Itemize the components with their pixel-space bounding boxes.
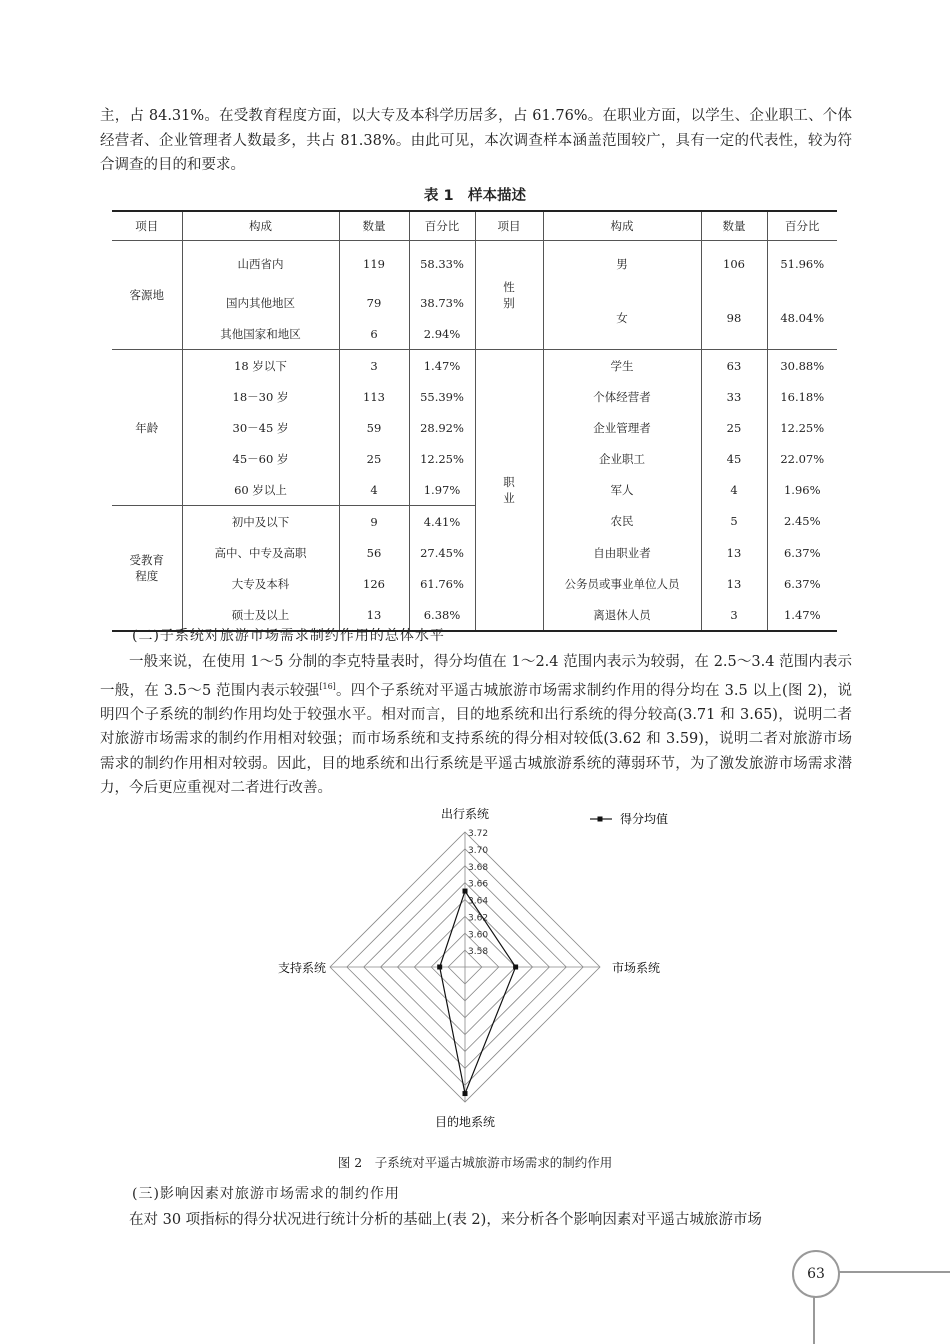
table-cell: 农民: [543, 506, 701, 538]
table-cell: 6: [339, 318, 409, 350]
header-cell: 数量: [701, 211, 767, 241]
table-cell: 企业管理者: [543, 412, 701, 443]
table-cell: 38.73%: [409, 287, 475, 318]
sample-table: [112, 210, 837, 632]
table-cell: 3: [339, 350, 409, 382]
radar-tick-label: 3.68: [468, 862, 489, 873]
table-cell: 106: [701, 241, 767, 288]
section2-heading: (二)子系统对旅游市场需求制约作用的总体水平: [132, 628, 445, 644]
radar-tick-label: 3.60: [468, 930, 489, 941]
group-label-edu-line1: 受教育: [129, 553, 164, 567]
section3-heading: (三)影响因素对旅游市场需求的制约作用: [132, 1186, 400, 1202]
intro-paragraph: 主，占 84.31%。在受教育程度方面，以大专及本科学历居多，占 61.76%。在职业方面，以学生、企业职工、个体经营者、企业管理者人数最多，共占 81.38%。由此可见，本次调查样本涵盖范围较广，具有一定的代表性，较为符合调查的目的和要求。: [100, 108, 852, 173]
table-cell: 55.39%: [409, 381, 475, 412]
table-cell: 1.47%: [409, 350, 475, 382]
table-cell: 58.33%: [409, 241, 475, 288]
header-cell: 项目: [475, 211, 543, 241]
radar-tick-label: 3.58: [468, 947, 489, 958]
table-cell: 60 岁以上: [182, 474, 339, 506]
table-cell: 30－45 岁: [182, 412, 339, 443]
group-label-gender-line2: 别: [503, 296, 515, 310]
table-row: [112, 241, 837, 288]
table-cell: 初中及以下: [182, 506, 339, 538]
table-cell: 2.45%: [767, 506, 837, 538]
table-cell: 4: [339, 474, 409, 506]
table-cell: 公务员或事业单位人员: [543, 568, 701, 599]
table-cell: 硕士及以上: [182, 599, 339, 631]
table-cell: 4: [701, 474, 767, 506]
table-row: [112, 506, 837, 538]
table-cell: 自由职业者: [543, 537, 701, 568]
page-corner-line-horizontal: [836, 1271, 950, 1273]
table-cell: 30.88%: [767, 350, 837, 382]
radar-tick-label: 3.66: [468, 879, 489, 890]
table-row: [112, 287, 837, 318]
table-cell: 6.37%: [767, 568, 837, 599]
table-cell: 企业职工: [543, 443, 701, 474]
table-cell: 个体经营者: [543, 381, 701, 412]
table-cell: 98: [701, 287, 767, 350]
header-cell: 百分比: [409, 211, 475, 241]
radar-tick-label: 3.62: [468, 913, 489, 924]
legend-label: 得分均值: [620, 812, 669, 826]
group-label-gender: [475, 241, 543, 350]
group-label-edu-line2: 程度: [135, 569, 159, 583]
table-header-row: [112, 211, 837, 241]
table-cell: 学生: [543, 350, 701, 382]
radar-tick-labels: [468, 829, 488, 957]
table-cell: 25: [701, 412, 767, 443]
group-label-gender-line1: 性: [503, 280, 515, 294]
table-cell: 2.94%: [409, 318, 475, 350]
header-cell: 数量: [339, 211, 409, 241]
radar-tick-label: 3.72: [468, 829, 489, 839]
section3-paragraph: 在对 30 项指标的得分状况进行统计分析的基础上(表 2)，来分析各个影响因素对平遥古城旅游市场: [129, 1212, 762, 1228]
table-cell: 13: [701, 568, 767, 599]
table-cell: 48.04%: [767, 287, 837, 350]
group-label-job-line2: 业: [503, 491, 515, 505]
table-cell: 126: [339, 568, 409, 599]
table-cell: 63: [701, 350, 767, 382]
table-cell: 45: [701, 443, 767, 474]
table-cell: 22.07%: [767, 443, 837, 474]
table-cell: 18－30 岁: [182, 381, 339, 412]
radar-point-1: [513, 965, 518, 970]
table-cell: 山西省内: [182, 241, 339, 288]
group-label-job: [475, 350, 543, 632]
table-cell: 1.96%: [767, 474, 837, 506]
table-cell: 12.25%: [409, 443, 475, 474]
table-cell: 离退休人员: [543, 599, 701, 631]
table-cell: 119: [339, 241, 409, 288]
table-cell: 国内其他地区: [182, 287, 339, 318]
table-cell: 79: [339, 287, 409, 318]
table-cell: 12.25%: [767, 412, 837, 443]
table-cell: 61.76%: [409, 568, 475, 599]
page-number: 63: [792, 1250, 840, 1298]
page-corner-line-vertical: [813, 1296, 815, 1344]
radar-grid: [330, 832, 600, 1102]
table-cell: 5: [701, 506, 767, 538]
table-cell: 25: [339, 443, 409, 474]
table-cell: 4.41%: [409, 506, 475, 538]
section2-text-a: 一般来说，在使用 1～5 分制的李克特量表时，得分均值在 1～2.4 范围内表示为较弱，在 2.5～3.4 范围内表示一般，在 3.5～5 范围内表示较强: [100, 654, 852, 699]
radar-tick-label: 3.70: [468, 845, 489, 856]
table-cell: 33: [701, 381, 767, 412]
section2-paragraph: [100, 650, 852, 801]
table-cell: 9: [339, 506, 409, 538]
table-cell: 1.47%: [767, 599, 837, 631]
citation-16: [16]: [319, 681, 336, 691]
table-cell: 56: [339, 537, 409, 568]
table-row: [112, 412, 837, 443]
header-cell: 构成: [543, 211, 701, 241]
header-cell: 构成: [182, 211, 339, 241]
table-caption: 表 1 样本描述: [423, 188, 527, 204]
figure-caption: 图 2 子系统对平遥古城旅游市场需求的制约作用: [337, 1155, 613, 1170]
table-cell: 高中、中专及高职: [182, 537, 339, 568]
table-row: [112, 474, 837, 506]
table-row: [112, 350, 837, 382]
header-cell: 百分比: [767, 211, 837, 241]
group-label-origin: 客源地: [129, 288, 164, 302]
section2-text-b: 。四个子系统对平遥古城旅游市场需求制约作用的得分均在 3.5 以上(图 2)，说明四个子系统的制约作用均处于较强水平。相对而言，目的地系统和出行系统的得分较高(3.71 和 3.65)，说明二者对旅游市场需求的制约作用相对较强；而市场系统和支持系统的得分相对较低(3.62 和 3.59)，说明二者对旅游市场需求的制约作用相对较弱。因此，目的地系统和出行系统是平遥古城旅游系统的薄弱环节，为了激发旅游市场需求潜力，今后更应重视对二者进行改善。: [100, 682, 852, 797]
table-cell: 13: [701, 537, 767, 568]
table-row: [112, 568, 837, 599]
table-cell: 18 岁以下: [182, 350, 339, 382]
axis-label-support: 支持系统: [277, 961, 326, 975]
group-label-age: 年龄: [112, 350, 182, 506]
radar-chart: [250, 800, 700, 1140]
table-cell: 27.45%: [409, 537, 475, 568]
table-cell: 45－60 岁: [182, 443, 339, 474]
table-cell: 女: [543, 287, 701, 350]
header-cell: 项目: [112, 211, 182, 241]
table-cell: 28.92%: [409, 412, 475, 443]
axis-label-market: 市场系统: [612, 961, 661, 975]
table-cell: 6.37%: [767, 537, 837, 568]
table-row: [112, 537, 837, 568]
table-row: [112, 443, 837, 474]
table-cell: 59: [339, 412, 409, 443]
group-label-edu: [112, 506, 182, 632]
radar-point-0: [463, 889, 468, 894]
table-cell: 13: [339, 599, 409, 631]
radar-point-2: [463, 1091, 468, 1096]
table-cell: 军人: [543, 474, 701, 506]
table-cell: 3: [701, 599, 767, 631]
legend-marker: [598, 817, 603, 822]
table-cell: 51.96%: [767, 241, 837, 288]
table-cell: 16.18%: [767, 381, 837, 412]
table-cell: 大专及本科: [182, 568, 339, 599]
table-row: [112, 381, 837, 412]
axis-label-travel: 出行系统: [440, 807, 490, 821]
radar-tick-label: 3.64: [468, 896, 489, 907]
group-label-job-line1: 职: [503, 475, 515, 489]
axis-label-destination: 目的地系统: [434, 1115, 496, 1129]
radar-point-3: [437, 965, 442, 970]
table-cell: 6.38%: [409, 599, 475, 631]
table-cell: 男: [543, 241, 701, 288]
table-cell: 113: [339, 381, 409, 412]
table-cell: 1.97%: [409, 474, 475, 506]
table-cell: 其他国家和地区: [182, 318, 339, 350]
